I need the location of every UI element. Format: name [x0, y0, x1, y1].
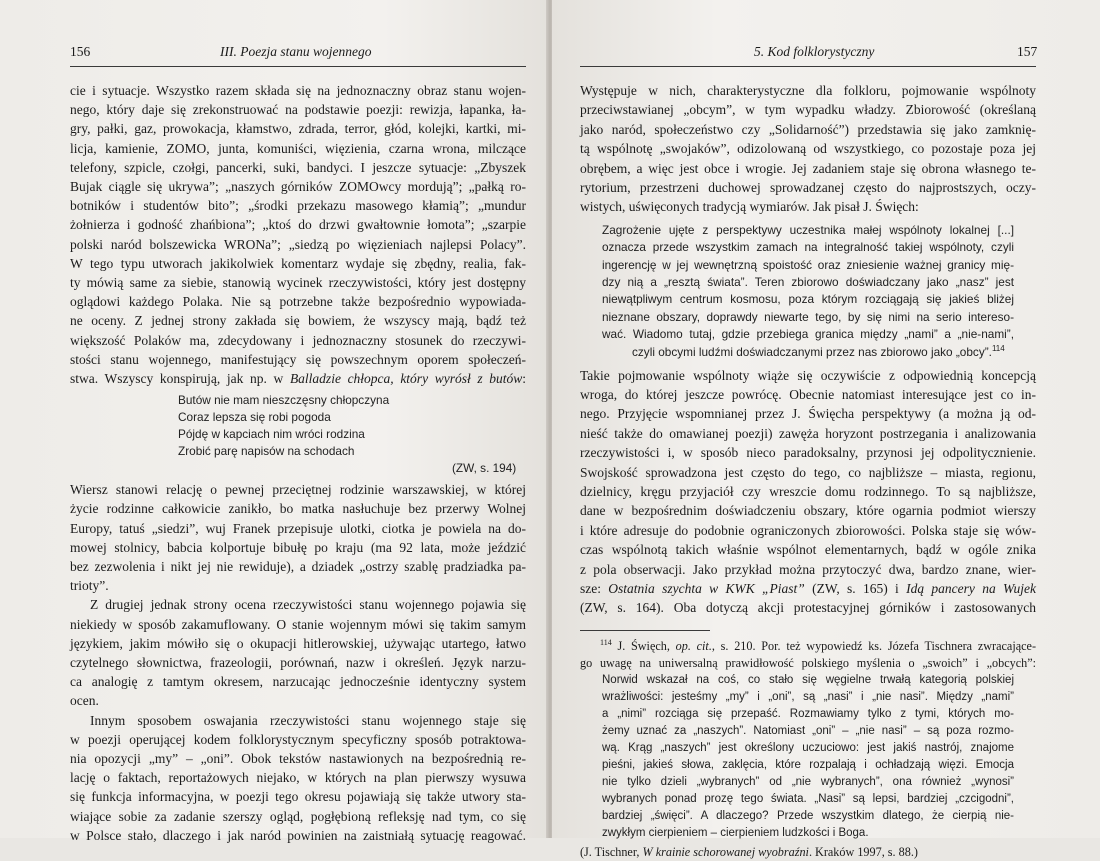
body-line: (ZW, s. 164). Oba dotyczą akcji protestacyjnej górników i zastosowanych — [580, 600, 1036, 616]
body-line: jako naród, społeczeństwo czy „Solidarność”) przedstawia się jako zamknię- — [580, 121, 1036, 137]
text-segment: czyli obcymi ludźmi doświadczanymi przez nas zbiorowo jako „obcy”. — [632, 344, 992, 359]
body-line: ne oceny. Z jednej strony zakłada się bowiem, że wszyscy mają, bądź też — [70, 313, 526, 329]
text-segment: . Kraków 1997, s. 88.) — [808, 844, 918, 859]
body-line: Występuje w nich, charakterystyczne dla folkloru, pojmowanie wspólnoty — [580, 83, 1036, 98]
footnote-quote-line: wybranych ponad prozę tego świata. „Nasi” są lepsi, bardziej „czcigodni”, — [602, 792, 1014, 805]
body-line: wroga, do której jeszcze powrócę. Obecnie natomiast interesujące jest co in- — [580, 387, 1036, 402]
text-segment: (ZW, s. 165) i — [804, 581, 907, 596]
text-segment: , s. 210. Por. też wypowiedź ks. Józefa Tischnera zwracające- — [711, 638, 1037, 653]
body-line: ocen. — [70, 693, 99, 709]
footnote-quote-line: żemy uznać za „naszych”. Natomiast „oni” – „nie nasi” – są poza rozmo- — [602, 724, 1014, 737]
body-line — [580, 579, 1036, 598]
poem-line: Zrobić parę napisów na schodach — [178, 444, 355, 459]
body-line: z pola obserwacji. Jako przykład można przytoczyć dwa, bardzo znane, wier- — [580, 561, 1036, 577]
body-line: ty mówią same za siebie, stanowią wycinek rzeczywistości, który jest dostępny — [70, 275, 526, 290]
body-line: bez zezwolenia i nikt jej nie rewiduje), a dziadek „ostrzy szablę pradziadka pa- — [70, 559, 526, 574]
body-line: stości stanu wojennego, manifestujący się powszechnym oporem społeczeń- — [70, 351, 526, 367]
body-line: Z drugiej jednak strony ocena rzeczywistości stanu wojennego pojawia się — [90, 597, 526, 613]
book-title: W krainie schorowanej wyobraźni — [642, 844, 809, 859]
body-line: tą wspólnotę „swojaków”, odizolowaną od wszystkiego, co pozostaje poza jej — [580, 141, 1036, 157]
poem-title: Ostatnia szychta w KWK „Piast” — [608, 581, 805, 596]
body-line: oglądowi każdego Polaka. Nie są potrzebne także bezpośrednio wypowiada- — [70, 294, 526, 310]
body-line — [70, 369, 526, 388]
text-segment: stwa. Wszyscy konspirują, jak np. w — [70, 371, 284, 386]
body-line: rzeczywistości i, w sposób nieco paradoksalny, przynosi jej odpolitycznienie. — [580, 445, 1036, 461]
quote-line: oznacza przede wszystkim zamach na integralność takiej wspólnoty, czyli — [602, 240, 1014, 255]
right-page — [552, 0, 1100, 859]
body-line: czas wspólnotą takich właśnie wspólnot elementarnych, bądź w ogóle znika — [580, 542, 1036, 558]
body-line: życie rodzinne całkowicie zanikło, bo matka nasłuchuje bez przerwy Wolnej — [70, 501, 526, 517]
footnote-quote-line: nie tylko dzieli „wybranych” od „nie wybranych”, ona również „wynosi” — [602, 775, 1014, 788]
quote-line: wać. Wiadomo tutaj, gdzie przebiega granica między „nami” a „nie-nami”, — [602, 327, 1014, 342]
body-line: polski naród bolszewicka WRONa”; „siedzą po więzieniach najlepsi Polacy”. — [70, 236, 526, 252]
quote-line: dzy nią a „resztą świata”. Teren zbiorowo doświadczany jako „nasz” jest — [602, 275, 1014, 289]
body-line: dane w bezpośrednim doświadczeniu obszary, które ogarnia podmiot wierszy — [580, 503, 1036, 519]
footnote-quote-line: wą. Krąg „naszych” jest określony uczuciowo: jest jakiś nastrój, znajome — [602, 741, 1014, 754]
body-line: licja, kamienie, ZOMO, junta, komuniści, więzienia, czarna wrona, milczące — [70, 140, 526, 156]
footnote-quote-line: a „nimi” rozciąga się przepaść. Rozmawiamy tylko z tymi, których mo- — [602, 707, 1014, 720]
footnote-ref: 114 — [991, 343, 1005, 353]
body-line: Innym sposobem oswajania rzeczywistości stanu wojennego staje się — [90, 712, 526, 728]
body-line: ca analogię z tamtym okresem, narzucając jednocześnie identyczny system — [70, 674, 526, 690]
page-number: 157 — [1017, 44, 1038, 59]
header-rule — [70, 66, 526, 67]
body-line: rytorium, przestrzeni duchowej sprowadzanej często do najprostszych, oczy- — [580, 180, 1036, 195]
body-line: przeciwstawianej „obcym”, w tym wypadku władzy. Zbiorowość (określaną — [580, 102, 1036, 118]
body-line: nieść także do omawianej poezji) zawęża horyzont postrzegania i analizowania — [580, 425, 1036, 441]
body-line: wiające sobie za zadanie szerszy ogląd, pogłębioną refleksję nad tym, co się — [70, 808, 526, 824]
body-line: nia opozycji „my” – „oni”. Obok tekstów nastawionych na bezpośrednią re- — [70, 751, 526, 766]
footnote-line: go uwagę na uniwersalną prawidłowość polskiego myślenia o „swoich” i „obcych”: — [580, 655, 1036, 670]
body-line: gry, pałki, gaz, prowokacja, kłamstwo, zdrada, terror, głód, kolejki, kartki, mi- — [70, 121, 526, 137]
poem-line: Butów nie mam nieszczęsny chłopczyna — [178, 393, 390, 408]
body-line: niekiedy w sposób zakamuflowany. O stanie wojennym mówi się takim samym — [70, 616, 526, 632]
footnote-source — [580, 844, 918, 861]
running-head: III. Poezja stanu wojennego — [220, 44, 372, 59]
footnote-quote-line: zwykłym cierpieniem – cierpieniem ludzkości i Boga. — [602, 826, 869, 839]
text-segment: (J. Tischner, — [580, 844, 643, 859]
body-line: Europy, tatuś „siedzi”, wuj Franek przepisuje ulotki, ciotka je powiela na do- — [70, 520, 526, 536]
body-line: cie i sytuacje. Wszystko razem składa się na jednoznaczny obraz stanu wojen- — [70, 83, 526, 98]
body-line: Swojskość sprowadzona jest często do tego, co najbliższe – miasta, regionu, — [580, 464, 1036, 480]
text-segment: : — [522, 371, 526, 386]
body-line: Wiersz stanowi relację o pewnej przeciętnej rodzinie warszawskiej, w której — [70, 482, 526, 498]
poem-title: Idą pancery na Wujek — [906, 581, 1036, 596]
body-line: botników i studentów bito”; „środki przekazu masowego kłamią”; „mundur — [70, 198, 526, 214]
quote-line: nieznane obszary, doprawdy niewarte tego, by się nimi na serio intereso- — [602, 309, 1014, 324]
body-line: trioty”. — [70, 578, 109, 594]
footnote-number: 114 — [600, 637, 612, 647]
body-line: się funkcja informacyjna, w poezji tego okresu pojawiają się także utwory sta- — [70, 789, 526, 805]
left-page — [0, 0, 548, 843]
body-line: telefony, szpicle, czołgi, pancerki, suki, bandyci. I jeszcze sytuacje: „Zbyszek — [70, 159, 526, 175]
text-segment: sze: — [580, 581, 609, 596]
body-line: w poezji operującej kodem folklorystycznym specyficzny sposób potraktowa- — [70, 731, 526, 747]
body-line: w Polsce stało, dlaczego i jak naród powinien na zaistniałą sytuację reagować. — [70, 827, 526, 843]
body-line: językiem, jakim mówiło się o okupacji hitlerowskiej, używając utartego, łatwo — [70, 635, 526, 651]
body-line: żołnierza i godność zhańbiona”; „ktoś do drzwi gwałtownie łomota”; „szarpie — [70, 217, 526, 233]
footnote-quote-line: bardziej „święci”. A dlaczego? Przede wszystkim dlatego, że cierpią nie- — [602, 809, 1014, 822]
body-line: czytelnego słownictwa, frazeologii, porównań, nazw i określeń. Język narzu- — [70, 655, 526, 670]
body-line: dzielnicy, kręgu przyjaciół czy wreszcie domu rodzinnego. To są najbliższe, — [580, 484, 1036, 499]
body-line: nego. Przyjęcie wspomnianej przez J. Święcha perspektywy (a można ją od- — [580, 406, 1036, 422]
footnote-divider — [580, 630, 710, 631]
body-line: Bujak ciągle się ukrywa”; „naszych górników ZOMOwcy mordują”; „pałką ro- — [70, 179, 526, 194]
poem-citation: (ZW, s. 194) — [452, 461, 517, 476]
body-line: mowej stolnicy, babcia kolportuje bibułę po kraju (ma 92 lata, może jeździć — [70, 539, 526, 555]
body-line: lację o faktach, reportażowych niejako, w których na plan pierwszy wysuwa — [70, 770, 526, 786]
body-line: obrębem, a więc jest obce i wrogie. Jej zadaniem staje się obrona własnego te- — [580, 160, 1036, 176]
page-number: 156 — [70, 44, 91, 59]
footnote-line — [600, 638, 1036, 655]
text-segment: op. cit. — [675, 638, 712, 653]
poem-title: Balladzie chłopca, który wyrósł z butów — [289, 371, 523, 386]
body-line: Takie pojmowanie wspólnoty wiąże się oczywiście z odpowiednią koncepcją — [580, 367, 1036, 383]
poem-line: Coraz lepsza się robi pogoda — [178, 410, 331, 425]
quote-line — [632, 344, 1005, 361]
running-head: 5. Kod folklorystyczny — [754, 44, 875, 59]
body-line: wistych, uświęconych tradycją wymiarów. Jak pisał J. Święch: — [580, 199, 919, 215]
quote-line: niewątpliwym centrum kosmosu, poza którym rozciągają się jakieś bliżej — [602, 292, 1014, 307]
quote-line: Zagrożenie ujęte z perspektywy uczestnika małej wspólnoty lokalnej [...] — [602, 222, 1014, 237]
body-line: nego, który daje się zrekonstruować na podstawie poezji: rewizja, łapanka, ła- — [70, 102, 526, 118]
body-line: i które adresuje do podobnie ograniczonych zbiorowości. Polska staje się wów- — [580, 522, 1036, 538]
footnote-quote-line: pieśni, jakieś słowa, zaklęcia, które rozpalają i ochładzają więzi. Emocja — [602, 758, 1014, 771]
text-segment: J. Święch, — [611, 638, 676, 653]
body-line: większość Polaków ma, zdecydowany i jednoznaczny stosunek do rzeczywi- — [70, 332, 526, 348]
body-line: W tego typu utworach jakikolwiek komentarz wydaje się zbędny, realia, fak- — [70, 255, 526, 271]
footnote-quote-line: wrażliwości: jesteśmy „my” i „oni”, są „nasi” i „nie nasi”. Między „nami” — [602, 690, 1014, 703]
quote-line: ingerencję w jej wewnętrzną spoistość oraz zniesienie ważnej granicy mię- — [602, 257, 1014, 272]
poem-line: Pójdę w kapciach nim wróci rodzina — [178, 427, 365, 442]
header-rule — [580, 66, 1036, 67]
footnote-quote-line: Norwid wskazał na coś, co stało się węgielne trwałą kategorią polskiej — [602, 673, 1014, 686]
